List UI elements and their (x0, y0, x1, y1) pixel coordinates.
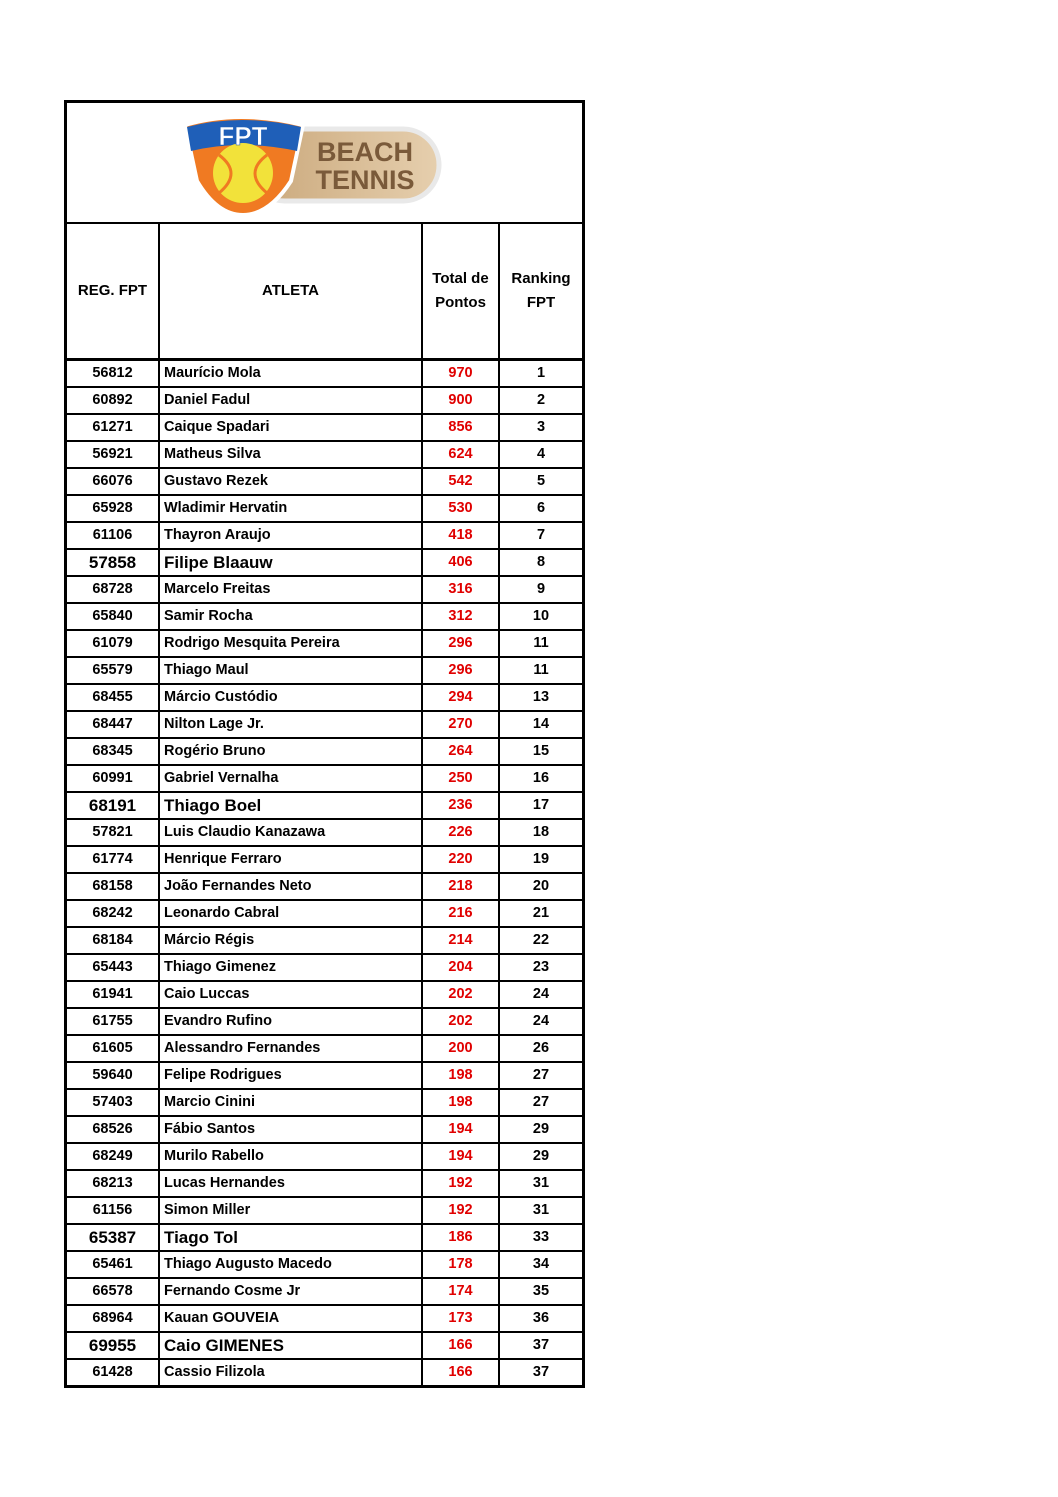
rank-cell: 24 (499, 1008, 582, 1035)
rank-cell: 36 (499, 1305, 582, 1332)
athlete-name-cell: Caique Spadari (159, 414, 422, 441)
rank-cell: 26 (499, 1035, 582, 1062)
rank-cell: 9 (499, 576, 582, 603)
table-row (67, 603, 582, 630)
rank-cell: 16 (499, 765, 582, 792)
rank-cell: 2 (499, 387, 582, 414)
points-header-line1: Total de (432, 270, 489, 287)
reg-cell: 66076 (67, 468, 159, 495)
table-row (67, 1224, 582, 1251)
points-cell: 173 (422, 1305, 499, 1332)
table-row (67, 387, 582, 414)
points-cell: 418 (422, 522, 499, 549)
athlete-name-cell: Evandro Rufino (159, 1008, 422, 1035)
athlete-name-cell: Marcelo Freitas (159, 576, 422, 603)
reg-cell: 61941 (67, 981, 159, 1008)
table-row (67, 1008, 582, 1035)
reg-cell: 61079 (67, 630, 159, 657)
rank-cell: 11 (499, 630, 582, 657)
header-row (67, 224, 582, 360)
table-row (67, 738, 582, 765)
reg-cell: 65840 (67, 603, 159, 630)
table-row (67, 441, 582, 468)
rank-cell: 13 (499, 684, 582, 711)
rank-cell: 31 (499, 1197, 582, 1224)
table-row (67, 657, 582, 684)
points-cell: 166 (422, 1332, 499, 1359)
reg-cell: 68184 (67, 927, 159, 954)
reg-header: REG. FPT (67, 224, 159, 360)
points-cell: 530 (422, 495, 499, 522)
table-row (67, 819, 582, 846)
rank-cell: 18 (499, 819, 582, 846)
points-cell: 406 (422, 549, 499, 576)
rank-cell: 34 (499, 1251, 582, 1278)
points-cell: 214 (422, 927, 499, 954)
reg-cell: 65387 (67, 1224, 159, 1251)
rank-header (499, 224, 582, 360)
points-cell: 970 (422, 360, 499, 388)
points-cell: 194 (422, 1143, 499, 1170)
rank-header-line2: FPT (526, 294, 556, 311)
athlete-name-cell: Thiago Boel (159, 792, 422, 819)
reg-cell: 68447 (67, 711, 159, 738)
svg-text:TENNIS: TENNIS (315, 165, 415, 195)
table-row (67, 1197, 582, 1224)
points-cell: 250 (422, 765, 499, 792)
table-row (67, 873, 582, 900)
reg-cell: 68249 (67, 1143, 159, 1170)
rank-cell: 27 (499, 1062, 582, 1089)
points-cell: 218 (422, 873, 499, 900)
athlete-name-cell: Fábio Santos (159, 1116, 422, 1143)
athlete-name-cell: Márcio Régis (159, 927, 422, 954)
athlete-name-cell: Thiago Augusto Macedo (159, 1251, 422, 1278)
reg-cell: 61106 (67, 522, 159, 549)
reg-cell: 57821 (67, 819, 159, 846)
points-cell: 166 (422, 1359, 499, 1385)
points-cell: 174 (422, 1278, 499, 1305)
table-row (67, 1359, 582, 1385)
table-row (67, 927, 582, 954)
table-row (67, 765, 582, 792)
ranking-table (67, 224, 582, 1385)
points-cell: 216 (422, 900, 499, 927)
athlete-name-cell: Kauan GOUVEIA (159, 1305, 422, 1332)
reg-cell: 61755 (67, 1008, 159, 1035)
points-cell: 194 (422, 1116, 499, 1143)
reg-cell: 61605 (67, 1035, 159, 1062)
table-row (67, 1251, 582, 1278)
points-cell: 316 (422, 576, 499, 603)
athlete-name-cell: Lucas Hernandes (159, 1170, 422, 1197)
reg-cell: 69955 (67, 1332, 159, 1359)
points-cell: 202 (422, 1008, 499, 1035)
athlete-name-cell: Leonardo Cabral (159, 900, 422, 927)
athlete-name-cell: Luis Claudio Kanazawa (159, 819, 422, 846)
table-row (67, 630, 582, 657)
rank-cell: 11 (499, 657, 582, 684)
rank-cell: 17 (499, 792, 582, 819)
points-cell: 198 (422, 1089, 499, 1116)
reg-cell: 68242 (67, 900, 159, 927)
table-row (67, 576, 582, 603)
athlete-name-cell: Wladimir Hervatin (159, 495, 422, 522)
reg-cell: 65443 (67, 954, 159, 981)
reg-cell: 56812 (67, 360, 159, 388)
athlete-name-cell: Henrique Ferraro (159, 846, 422, 873)
athlete-name-cell: Thiago Maul (159, 657, 422, 684)
reg-cell: 68191 (67, 792, 159, 819)
rank-cell: 4 (499, 441, 582, 468)
points-cell: 312 (422, 603, 499, 630)
rank-cell: 24 (499, 981, 582, 1008)
svg-text:BEACH: BEACH (316, 137, 414, 167)
points-cell: 296 (422, 657, 499, 684)
athlete-name-cell: Felipe Rodrigues (159, 1062, 422, 1089)
points-cell: 204 (422, 954, 499, 981)
athlete-name-cell: Caio Luccas (159, 981, 422, 1008)
points-cell: 264 (422, 738, 499, 765)
points-cell: 624 (422, 441, 499, 468)
rank-cell: 1 (499, 360, 582, 388)
points-cell: 186 (422, 1224, 499, 1251)
rank-cell: 15 (499, 738, 582, 765)
reg-cell: 61774 (67, 846, 159, 873)
rank-cell: 35 (499, 1278, 582, 1305)
rank-cell: 27 (499, 1089, 582, 1116)
ranking-sheet (64, 100, 585, 1388)
table-row (67, 900, 582, 927)
rank-cell: 37 (499, 1332, 582, 1359)
rank-header-line1: Ranking (511, 270, 571, 287)
rank-cell: 5 (499, 468, 582, 495)
rank-cell: 10 (499, 603, 582, 630)
reg-cell: 61271 (67, 414, 159, 441)
table-row (67, 711, 582, 738)
points-header (422, 224, 499, 360)
points-cell: 270 (422, 711, 499, 738)
table-row (67, 522, 582, 549)
svg-text:FPT: FPT (218, 121, 268, 151)
table-row (67, 1143, 582, 1170)
reg-cell: 60892 (67, 387, 159, 414)
reg-cell: 57403 (67, 1089, 159, 1116)
reg-cell: 65461 (67, 1251, 159, 1278)
athlete-name-cell: Nilton Lage Jr. (159, 711, 422, 738)
points-cell: 294 (422, 684, 499, 711)
rank-cell: 33 (499, 1224, 582, 1251)
points-cell: 226 (422, 819, 499, 846)
reg-cell: 68158 (67, 873, 159, 900)
table-row (67, 414, 582, 441)
reg-cell: 68964 (67, 1305, 159, 1332)
points-cell: 220 (422, 846, 499, 873)
rank-cell: 21 (499, 900, 582, 927)
points-cell: 192 (422, 1197, 499, 1224)
athlete-name-cell: Samir Rocha (159, 603, 422, 630)
rank-cell: 23 (499, 954, 582, 981)
table-row (67, 360, 582, 388)
points-cell: 198 (422, 1062, 499, 1089)
points-cell: 202 (422, 981, 499, 1008)
reg-cell: 68455 (67, 684, 159, 711)
reg-cell: 65928 (67, 495, 159, 522)
table-row (67, 1089, 582, 1116)
table-row (67, 1062, 582, 1089)
table-row (67, 1332, 582, 1359)
rank-cell: 8 (499, 549, 582, 576)
reg-cell: 61156 (67, 1197, 159, 1224)
points-cell: 856 (422, 414, 499, 441)
table-row (67, 468, 582, 495)
athlete-name-cell: Márcio Custódio (159, 684, 422, 711)
athlete-name-cell: Gustavo Rezek (159, 468, 422, 495)
athlete-name-cell: Alessandro Fernandes (159, 1035, 422, 1062)
table-row (67, 954, 582, 981)
rank-cell: 19 (499, 846, 582, 873)
logo-row (67, 103, 582, 224)
rank-cell: 37 (532, 1364, 550, 1380)
table-row (67, 684, 582, 711)
athlete-name-cell: Fernando Cosme Jr (159, 1278, 422, 1305)
points-cell: 296 (422, 630, 499, 657)
athlete-name-cell: Simon Miller (159, 1197, 422, 1224)
table-row (67, 549, 582, 576)
reg-cell: 68213 (67, 1170, 159, 1197)
ranking-rows (67, 360, 582, 1386)
fpt-beach-tennis-logo (179, 111, 443, 215)
rank-cell: 29 (499, 1143, 582, 1170)
athlete-name-cell: Rogério Bruno (159, 738, 422, 765)
table-row (67, 792, 582, 819)
points-cell: 192 (422, 1170, 499, 1197)
athlete-name-cell: Cassio Filizola (159, 1359, 422, 1385)
athlete-name-cell: Murilo Rabello (159, 1143, 422, 1170)
reg-cell: 57858 (67, 549, 159, 576)
athlete-name-cell: Marcio Cinini (159, 1089, 422, 1116)
table-row (67, 1170, 582, 1197)
reg-cell: 68526 (67, 1116, 159, 1143)
rank-cell: 22 (499, 927, 582, 954)
points-cell: 542 (422, 468, 499, 495)
table-row (67, 1116, 582, 1143)
table-row (67, 495, 582, 522)
athlete-name-cell: João Fernandes Neto (159, 873, 422, 900)
table-row (67, 1035, 582, 1062)
athlete-name-cell: Daniel Fadul (159, 387, 422, 414)
athlete-name-cell: Tiago Tol (159, 1224, 422, 1251)
points-cell: 200 (422, 1035, 499, 1062)
rank-cell: 3 (499, 414, 582, 441)
reg-cell: 65579 (67, 657, 159, 684)
rank-cell: 29 (499, 1116, 582, 1143)
athlete-name-cell: Caio GIMENES (159, 1332, 422, 1359)
athlete-name-cell: Thiago Gimenez (159, 954, 422, 981)
points-cell: 900 (422, 387, 499, 414)
table-row (67, 981, 582, 1008)
reg-cell: 66578 (67, 1278, 159, 1305)
table-row (67, 1305, 582, 1332)
athlete-name-cell: Gabriel Vernalha (159, 765, 422, 792)
rank-cell: 14 (499, 711, 582, 738)
reg-cell: 56921 (67, 441, 159, 468)
table-row (67, 846, 582, 873)
reg-cell: 68728 (67, 576, 159, 603)
rank-cell: 6 (499, 495, 582, 522)
reg-cell: 60991 (67, 765, 159, 792)
rank-cell: 31 (499, 1170, 582, 1197)
athlete-header: ATLETA (159, 224, 422, 360)
reg-cell: 59640 (67, 1062, 159, 1089)
rank-cell: 20 (499, 873, 582, 900)
reg-cell: 61428 (67, 1359, 159, 1385)
reg-cell: 68345 (67, 738, 159, 765)
points-header-line2: Pontos (435, 294, 486, 311)
athlete-name-cell: Maurício Mola (159, 360, 422, 388)
athlete-name-cell: Thayron Araujo (159, 522, 422, 549)
athlete-name-cell: Rodrigo Mesquita Pereira (159, 630, 422, 657)
rank-cell: 7 (499, 522, 582, 549)
table-row (67, 1278, 582, 1305)
athlete-name-cell: Matheus Silva (159, 441, 422, 468)
points-cell: 236 (422, 792, 499, 819)
athlete-name-cell: Filipe Blaauw (159, 549, 422, 576)
points-cell: 178 (422, 1251, 499, 1278)
